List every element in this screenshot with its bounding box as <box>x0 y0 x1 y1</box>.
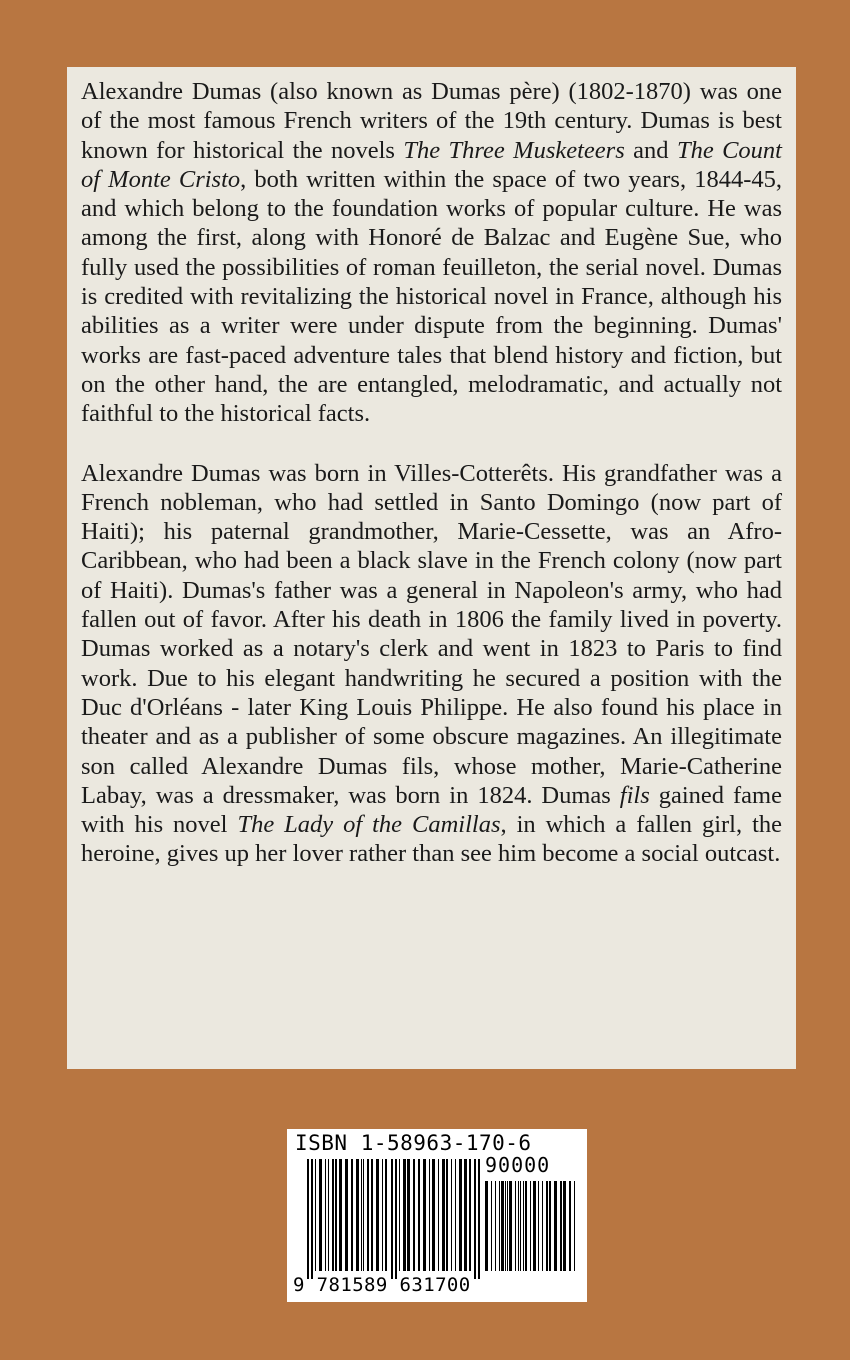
barcode-bar <box>469 1159 471 1271</box>
text-run: and <box>624 136 677 164</box>
barcode-bar <box>367 1159 369 1271</box>
barcode-bar <box>464 1159 467 1271</box>
barcode-bar <box>429 1159 430 1271</box>
barcode-bar <box>399 1159 400 1271</box>
barcode-bar <box>403 1159 406 1271</box>
barcode-bar <box>423 1159 426 1271</box>
barcode-bar <box>376 1159 379 1271</box>
barcode-bar <box>413 1159 415 1271</box>
barcode-bar <box>325 1159 326 1271</box>
barcode-bar <box>509 1181 512 1271</box>
barcode-bar <box>328 1159 329 1271</box>
barcode-bar <box>418 1159 420 1271</box>
barcode-guard-bar <box>311 1159 313 1279</box>
barcode-bar <box>385 1159 387 1271</box>
barcode-bar <box>485 1181 488 1271</box>
barcode-bar <box>525 1181 527 1271</box>
text-run: Alexandre Dumas (also known as Dumas père) (1802-1870) was one of the most famous French writers of the 19th century. Dumas is best known for historical the novels <box>81 78 782 164</box>
barcode-bar <box>351 1159 353 1271</box>
isbn-label: ISBN 1-58963-170-6 <box>295 1131 532 1155</box>
barcode-bar <box>546 1181 548 1271</box>
barcode-bar <box>542 1181 543 1271</box>
barcode-guard-bar <box>474 1159 476 1279</box>
barcode-bar <box>495 1181 496 1271</box>
barcode-bar <box>569 1181 571 1271</box>
description-paragraph-1 <box>81 77 782 429</box>
barcode-guard-bar <box>395 1159 397 1279</box>
barcode-bar <box>363 1159 364 1271</box>
emphasis-word: fils <box>619 781 650 809</box>
barcode-bar <box>574 1181 575 1271</box>
barcode-bar <box>518 1181 519 1271</box>
barcode-bar <box>507 1181 508 1271</box>
barcode-bar <box>533 1181 536 1271</box>
barcode-bar <box>442 1159 445 1271</box>
text-run: Alexandre Dumas was born in Villes-Cotterêts. His grandfather was a French nobleman, who had settled in Santo Domingo (now part of Haiti); his paternal grandmother, Marie-Cessette, was an Afro-Caribbean, who had been a black slave in the French colony (now part of Haiti). Dumas's father was a general in Napoleon's army, who had fallen out of favor. After his death in 1806 the family lived in poverty. Dumas worked as a notary's clerk and went in 1823 to Paris to find work. Due to his elegant handwriting he secured a position with the Duc d'Orléans - later King Louis Philippe. He also found his place in theater and as a publisher of some obscure magazines. An illegitimate son called Alexandre Dumas fils, whose mother, Marie-Catherine Labay, was a dressmaker, was born in 1824. Dumas <box>81 459 782 809</box>
barcode-bar <box>345 1159 348 1271</box>
barcode-bar <box>560 1181 562 1271</box>
book-title: The Count of Monte Cristo <box>81 136 782 193</box>
book-title: The Lady of the Camillas <box>237 811 501 839</box>
barcode-bar <box>332 1159 334 1271</box>
book-title: The Three Musketeers <box>403 136 625 164</box>
barcode-bar <box>315 1159 316 1271</box>
barcode-bar <box>554 1181 557 1271</box>
barcode-bar <box>501 1181 504 1271</box>
text-run: , in which a fallen girl, the heroine, gives up her lover rather than see him become a social outcast. <box>81 811 782 868</box>
barcode-bar <box>407 1159 410 1271</box>
barcode-bar <box>523 1181 524 1271</box>
description-paragraph-2 <box>81 459 782 869</box>
barcode-bar <box>538 1181 539 1271</box>
barcode-bar <box>335 1159 337 1271</box>
barcode-bar <box>520 1181 521 1271</box>
text-run: , both written within the space of two years, 1844-45, and which belong to the foundation works of popular culture. He was among the first, along with Honoré de Balzac and Eugène Sue, who fully used the possibilities of roman feuilleton, the serial novel. Dumas is credited with revitalizing the historical novel in France, although his abilities as a writer were under dispute from the beginning. Dumas' works are fast-paced adventure tales that blend history and fiction, but on the other hand, the are entangled, melodramatic, and actually not faithful to the historical facts. <box>81 165 782 428</box>
barcode-bar <box>491 1181 492 1271</box>
barcode-guard-bar <box>307 1159 309 1279</box>
barcode-bar <box>459 1159 462 1271</box>
barcode-bar <box>382 1159 383 1271</box>
ean-digits: 9 781589 631700 <box>293 1274 471 1296</box>
barcode-bar <box>432 1159 435 1271</box>
barcode-bar <box>563 1181 566 1271</box>
barcode-bar <box>549 1181 551 1271</box>
barcode-guard-bar <box>478 1159 480 1279</box>
barcode-bar <box>515 1181 516 1271</box>
barcode-bar <box>530 1181 531 1271</box>
barcode-bar <box>499 1181 500 1271</box>
barcode-bar <box>339 1159 342 1271</box>
description-panel <box>67 67 796 1069</box>
barcode-bar <box>356 1159 359 1271</box>
price-addon-code: 90000 <box>485 1153 551 1177</box>
barcode-bar <box>505 1181 506 1271</box>
barcode-bar <box>446 1159 448 1271</box>
barcode-bar <box>455 1159 456 1271</box>
isbn-barcode <box>287 1129 587 1302</box>
barcode-bar <box>319 1159 322 1271</box>
barcode-bar <box>451 1159 452 1271</box>
text-run: gained fame with his novel <box>81 781 782 839</box>
barcode-bar <box>361 1159 362 1271</box>
barcode-bar <box>438 1159 439 1271</box>
barcode-guard-bar <box>391 1159 393 1279</box>
barcode-bar <box>371 1159 373 1271</box>
